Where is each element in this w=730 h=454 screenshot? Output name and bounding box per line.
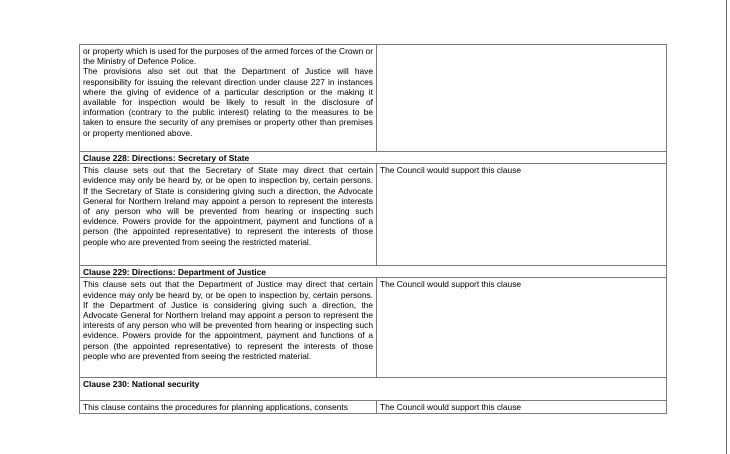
clause-table [79, 44, 667, 414]
table-row [80, 164, 667, 266]
paragraph: The provisions also set out that the Department of Justice will have responsibility for issuing the relevant direction under clause 227 in instances where the giving of evidence of a particular description or the making it available for inspection would be likely to result in the disclosure of information (contrary to the public interest) relating to the measures to be taken to ensure the security of any premises or property other than premises or property mentioned above. [83, 66, 373, 138]
clause-heading: Clause 229: Directions: Department of Justice [80, 266, 667, 278]
paragraph: or property which is used for the purposes of the armed forces of the Crown or the Ministry of Defence Police. [83, 46, 374, 67]
table-row [80, 401, 667, 413]
clause-heading: Clause 230: National security [80, 378, 667, 401]
table-cell-right [377, 45, 667, 152]
table-cell-left [80, 45, 377, 152]
table-cell-left: This clause contains the procedures for planning applications, consents [80, 401, 377, 413]
table-cell-right: The Council would support this clause [377, 164, 667, 266]
table-cell-right: The Council would support this clause [377, 401, 667, 413]
table-cell-left: This clause sets out that the Secretary of State may direct that certain evidence may only be heard by, or be open to inspection by, certain persons. If the Secretary of State is considering giving such a direction, the Advocate General for Northern Ireland may appoint a person to represent the interests of any person who will be prevented from hearing or inspecting such evidence. Powers provide for the appointment, payment and functions of a person (the appointed representative) to represent the interests of those people who are prevented from seeing the restricted material. [80, 164, 377, 266]
page-edge [726, 0, 727, 454]
table-cell-left: This clause sets out that the Department of Justice may direct that certain evidence may only be heard by, or be open to inspection by, certain persons. If the Department of Justice is considering giving such a direction, the Advocate General for Northern Ireland may appoint a person to represent the interests of any person who will be prevented from hearing or inspecting such evidence. Powers provide for the appointment, payment and functions of a person (the appointed representative) to represent the interests of those people who are prevented from seeing the restricted material. [80, 278, 377, 378]
table-row [80, 266, 667, 278]
table-row [80, 278, 667, 378]
table-row [80, 152, 667, 164]
table-row [80, 378, 667, 401]
table-row [80, 45, 667, 152]
clause-heading: Clause 228: Directions: Secretary of State [80, 152, 667, 164]
table-cell-right: The Council would support this clause [377, 278, 667, 378]
